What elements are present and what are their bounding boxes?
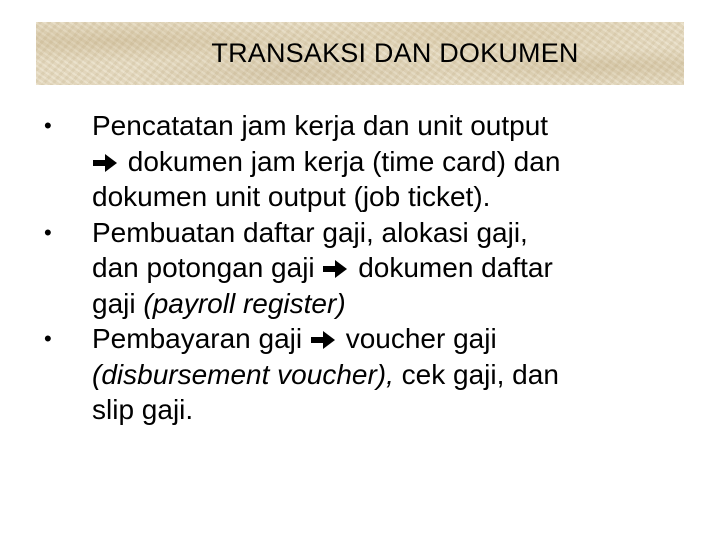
bullet-1-line-3 <box>92 179 680 215</box>
bullet-3-line-2-italic: (disbursement voucher), <box>92 358 394 390</box>
bullet-1-line-2-text: dokumen jam kerja (time card) dan <box>127 145 561 177</box>
arrow-right-icon <box>92 153 118 173</box>
bullet-3-line-3-text: slip gaji. <box>92 394 194 425</box>
bullet-3-line-1 <box>92 321 680 357</box>
bullet-3-line-1-pre: Pembayaran gaji <box>92 323 303 354</box>
bullet-item-2 <box>0 215 720 322</box>
bullet-3-line-2-post: cek gaji, dan <box>393 358 559 390</box>
arrow-right-icon <box>310 330 336 350</box>
bullet-2-line-2-text: dokumen daftar <box>358 252 553 283</box>
bullet-3-line-2 <box>92 357 680 393</box>
bullet-2-line-3-italic: (payroll register) <box>143 287 346 319</box>
bullet-marker: • <box>44 113 52 138</box>
bullet-item-3 <box>0 321 720 428</box>
bullet-2-line-1 <box>92 215 680 251</box>
arrow-right-icon <box>322 259 348 279</box>
bullet-1-line-1-text: Pencatatan jam kerja dan unit output <box>92 110 549 141</box>
bullet-list <box>0 108 720 428</box>
bullet-1-line-2 <box>92 144 680 180</box>
bullet-2-line-3-pre: gaji <box>92 287 144 319</box>
bullet-2-line-2-pre: dan potongan gaji <box>92 252 315 283</box>
slide-title: TRANSAKSI DAN DOKUMEN <box>211 38 579 68</box>
bullet-1-line-1 <box>92 108 680 144</box>
bullet-item-1 <box>0 108 720 215</box>
bullet-3-line-3 <box>92 392 680 428</box>
bullet-2-line-1-text: Pembuatan daftar gaji, alokasi gaji, <box>92 216 528 248</box>
title-bar <box>36 22 684 85</box>
bullet-3-line-1-text: voucher gaji <box>345 323 497 354</box>
bullet-marker: • <box>44 326 52 351</box>
bullet-1-line-3-text: dokumen unit output (job ticket). <box>92 181 491 212</box>
bullet-2-line-2 <box>92 250 680 286</box>
bullet-marker: • <box>44 219 52 245</box>
bullet-2-line-3 <box>92 286 680 322</box>
